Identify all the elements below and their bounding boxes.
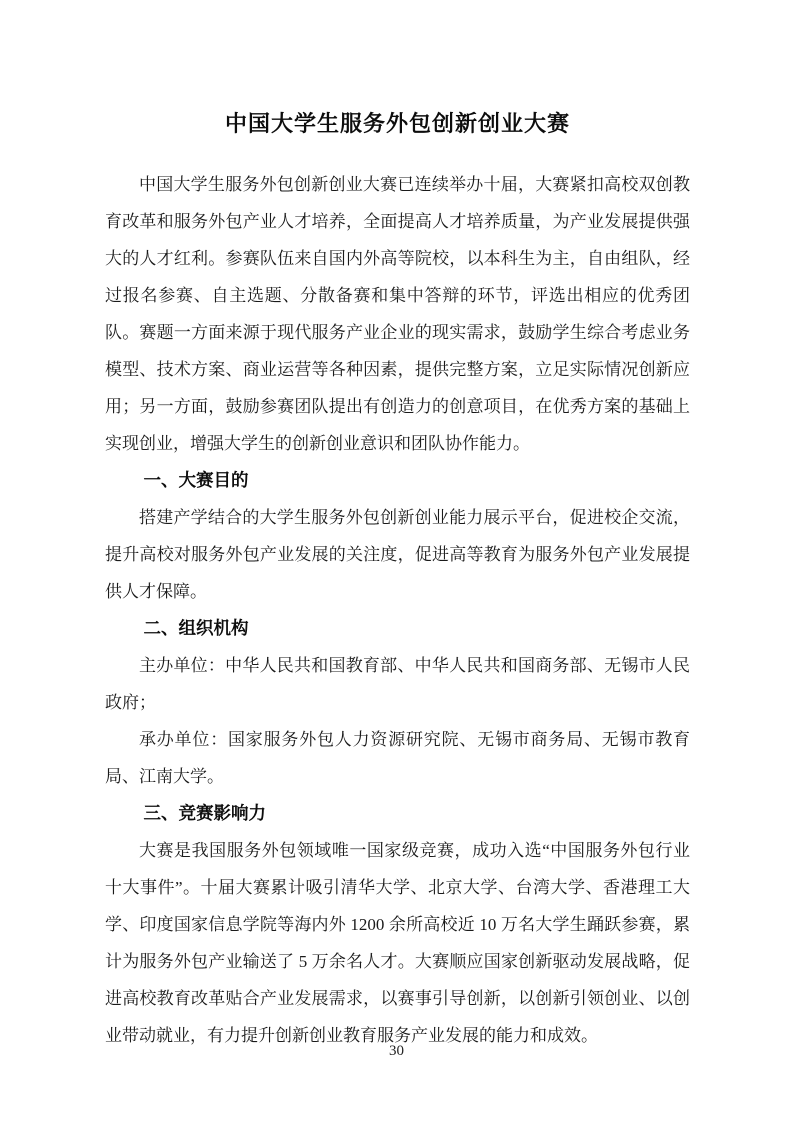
intro-paragraph: 中国大学生服务外包创新创业大赛已连续举办十届，大赛紧扣高校双创教育改革和服务外包产业人才培养，全面提高人才培养质量，为产业发展提供强大的人才红利。参赛队伍来自国内外高等院校，以本科生为主，自由组队，经过报名参赛、自主选题、分散备赛和集中答辩的环节，评选出相应的优秀团队。赛题一方面来源于现代服务产业企业的现实需求，鼓励学生综合考虑业务模型、技术方案、商业运营等各种因素，提供完整方案，立足实际情况创新应用；另一方面，鼓励参赛团队提出有创造力的创意项目，在优秀方案的基础上实现创业，增强大学生的创新创业意识和团队协作能力。 (105, 175, 690, 453)
section-organization-host-paragraph: 主办单位：中华人民共和国教育部、中华人民共和国商务部、无锡市人民政府； (105, 656, 690, 712)
section-impact-paragraph: 大赛是我国服务外包领域唯一国家级竞赛，成功入选“中国服务外包行业十大事件”。十届大赛累计吸引清华大学、北京大学、台湾大学、香港理工大学、印度国家信息学院等海内外 1200 余所高校近 10 万名大学生踊跃参赛，累计为服务外包产业输送了 5 万余名人才。大赛顺应国家创新驱动发展战略，促进高校教育改革贴合产业发展需求，以赛事引导创新，以创新引领创业、以创业带动就业，有力提升创新创业教育服务产业发展的能力和成效。 (105, 841, 690, 1045)
section-heading-purpose: 一、大赛目的 (143, 470, 249, 490)
section-organization-organizer-paragraph: 承办单位：国家服务外包人力资源研究院、无锡市商务局、无锡市教育局、江南大学。 (105, 730, 690, 786)
section-purpose-paragraph: 搭建产学结合的大学生服务外包创新创业能力展示平台，促进校企交流，提升高校对服务外包产业发展的关注度，促进高等教育为服务外包产业发展提供人才保障。 (105, 508, 690, 601)
page-number: 30 (389, 1043, 404, 1059)
section-heading-organization: 二、组织机构 (143, 618, 249, 638)
section-heading-impact: 三、竞赛影响力 (143, 803, 266, 823)
page-title: 中国大学生服务外包创新创业大赛 (224, 111, 570, 136)
